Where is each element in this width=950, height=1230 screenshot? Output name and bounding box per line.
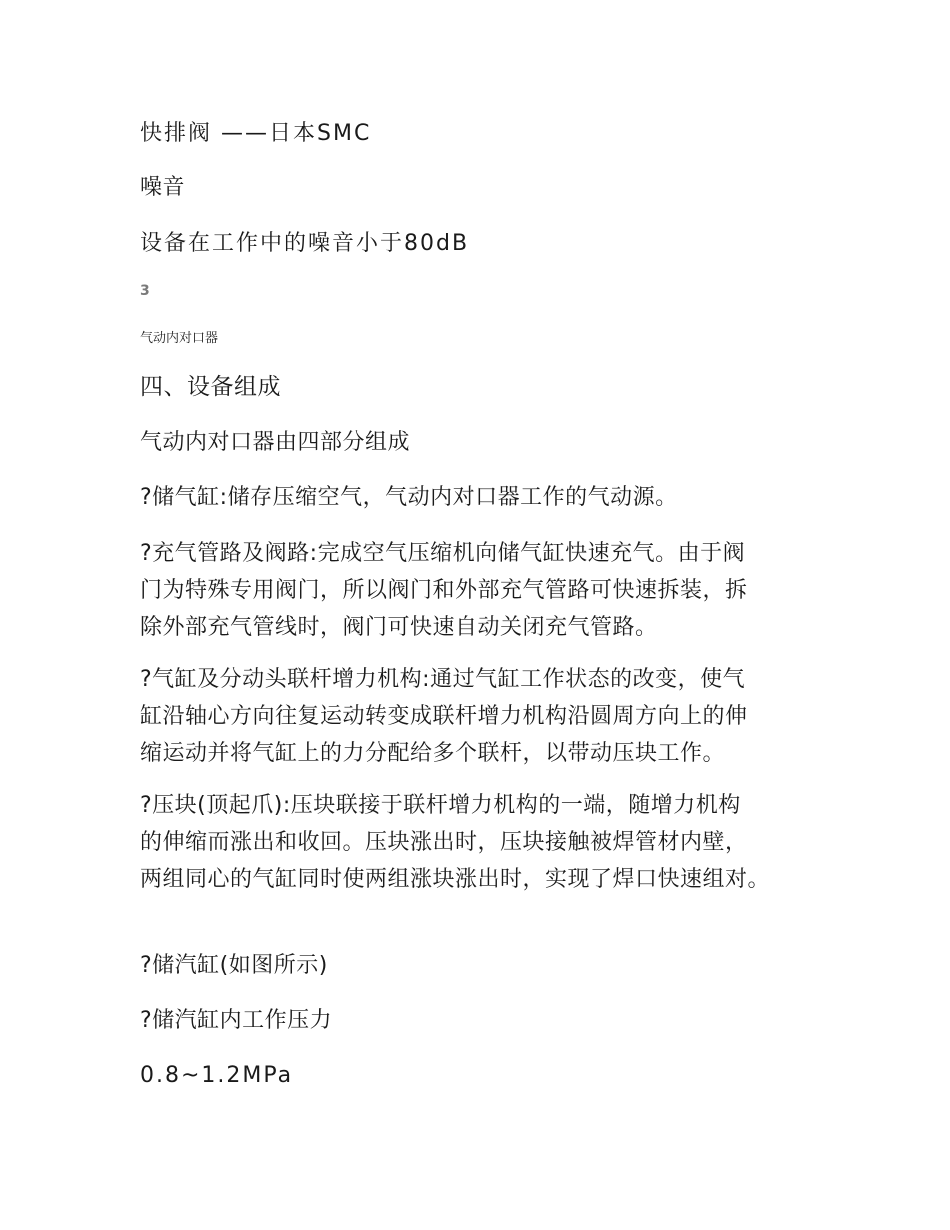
paragraph-line: 缩运动并将气缸上的力分配给多个联杆，以带动压块工作。 [140, 741, 726, 766]
item-charging-pipeline [140, 535, 820, 646]
noise-heading: 噪音 [140, 175, 186, 200]
paragraph-line: ?气缸及分动头联杆增力机构:通过气缸工作状态的改变，使气 [140, 667, 746, 692]
tank-title: ?储汽缸(如图所示) [140, 953, 328, 978]
item-pressure-block [140, 787, 820, 898]
tank-pressure-label: ?储汽缸内工作压力 [140, 1008, 333, 1033]
page-number: 3 [140, 283, 150, 299]
paragraph-line: ?压块(顶起爪):压块联接于联杆增力机构的一端，随增力机构 [140, 793, 741, 818]
item-cylinder-linkage [140, 661, 820, 772]
item-gas-tank: ?储气缸:储存压缩空气，气动内对口器工作的气动源。 [140, 485, 678, 510]
paragraph-line: 除外部充气管线时，阀门可快速自动关闭充气管路。 [140, 615, 658, 640]
running-header: 气动内对口器 [140, 331, 219, 346]
paragraph-line: 的伸缩而涨出和收回。压块涨出时，压块接触被焊管材内壁， [140, 830, 748, 855]
intro-line: 气动内对口器由四部分组成 [140, 430, 411, 455]
paragraph-line: 两组同心的气缸同时使两组涨块涨出时，实现了焊口快速组对。 [140, 867, 771, 892]
paragraph-line: 门为特殊专用阀门，所以阀门和外部充气管路可快速拆装，拆 [140, 578, 748, 603]
tank-pressure-value: 0.8~1.2MPa [140, 1063, 294, 1088]
section-title: 四、设备组成 [140, 374, 281, 400]
paragraph-line: 缸沿轴心方向往复运动转变成联杆增力机构沿圆周方向上的伸 [140, 704, 748, 729]
quick-exhaust-valve-line: 快排阀 ——日本SMC [140, 121, 372, 146]
paragraph-line: ?充气管路及阀路:完成空气压缩机向储气缸快速充气。由于阀 [140, 541, 746, 566]
noise-description: 设备在工作中的噪音小于80dB [140, 231, 470, 256]
